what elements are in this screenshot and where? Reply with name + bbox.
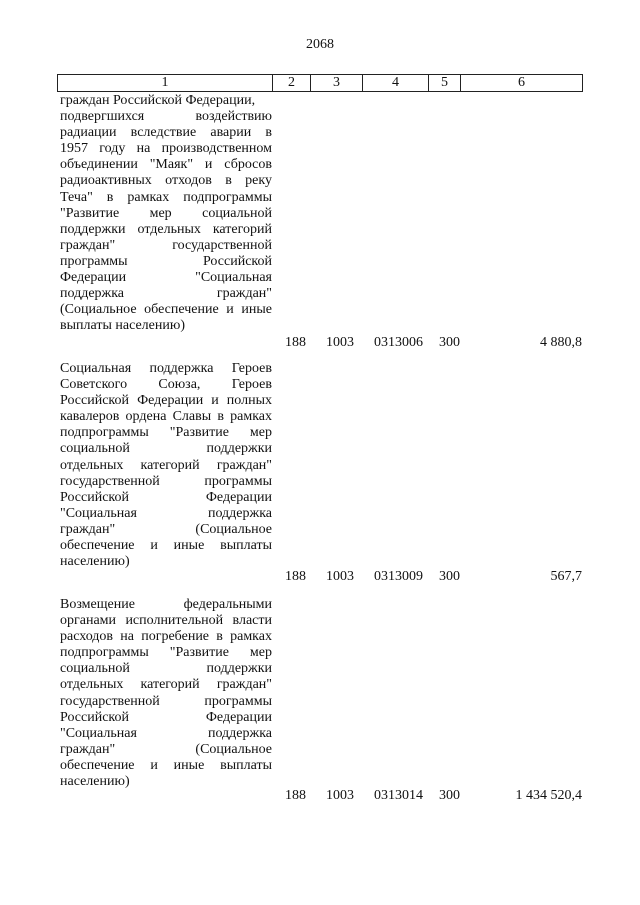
- text-line: социальной поддержки: [60, 441, 272, 457]
- table-header: [57, 74, 583, 92]
- text-line: органами исполнительной власти: [60, 613, 272, 629]
- cell-col-2: 188: [285, 335, 306, 350]
- cell-col-6: 4 880,8: [540, 335, 582, 350]
- text-line: поддержка граждан": [60, 286, 272, 302]
- text-line: граждан" (Социальное: [60, 741, 272, 757]
- cell-col-2: 188: [285, 569, 306, 584]
- text-line: "Социальная поддержка: [60, 725, 272, 741]
- text-line: (Социальное обеспечение и иные: [60, 302, 272, 318]
- text-line: подвергшихся воздействию: [60, 109, 272, 125]
- cell-col-3: 1003: [326, 335, 354, 350]
- header-col-6: 6: [461, 75, 583, 92]
- text-line: государственной программы: [60, 693, 272, 709]
- text-line: граждан Российской Федерации,: [60, 93, 256, 108]
- row-description: [60, 597, 272, 790]
- cell-col-4: 0313009: [374, 569, 423, 584]
- cell-col-6: 567,7: [550, 569, 582, 584]
- row-description: [60, 361, 272, 570]
- cell-col-5: 300: [439, 335, 460, 350]
- text-line: 1957 году на производственном: [60, 141, 272, 157]
- cell-col-3: 1003: [326, 788, 354, 803]
- text-line: отдельных категорий граждан": [60, 677, 272, 693]
- text-line: государственной программы: [60, 473, 272, 489]
- header-col-3: 3: [311, 75, 363, 92]
- text-line: Советского Союза, Героев: [60, 377, 272, 393]
- text-line: обеспечение и иные выплаты: [60, 538, 272, 554]
- text-line: Российской Федерации: [60, 489, 272, 505]
- text-line: выплаты населению): [60, 318, 185, 334]
- text-line: "Социальная поддержка: [60, 505, 272, 521]
- text-line: радиоактивных отходов в реку: [60, 173, 272, 189]
- text-line: Теча" в рамках подпрограммы: [60, 189, 272, 205]
- header-col-1: 1: [58, 75, 273, 92]
- text-line: населению): [60, 554, 130, 570]
- cell-col-4: 0313014: [374, 788, 423, 803]
- text-line: граждан" (Социальное: [60, 521, 272, 537]
- text-line: граждан" государственной: [60, 237, 272, 253]
- text-line: населению): [60, 774, 130, 790]
- header-col-4: 4: [363, 75, 429, 92]
- cell-col-5: 300: [439, 569, 460, 584]
- text-line: поддержки отдельных категорий: [60, 221, 272, 237]
- text-line: объединении "Маяк" и сбросов: [60, 157, 272, 173]
- header-row: [58, 75, 583, 92]
- text-line: кавалеров ордена Славы в рамках: [60, 409, 272, 425]
- text-line: Российской Федерации и полных: [60, 393, 272, 409]
- text-line: подпрограммы "Развитие мер: [60, 425, 272, 441]
- cell-col-2: 188: [285, 788, 306, 803]
- text-line: подпрограммы "Развитие мер: [60, 645, 272, 661]
- header-col-2: 2: [273, 75, 311, 92]
- text-line: Возмещение федеральными: [60, 597, 272, 612]
- text-line: радиации вследствие аварии в: [60, 125, 272, 141]
- cell-col-3: 1003: [326, 569, 354, 584]
- text-line: Российской Федерации: [60, 709, 272, 725]
- text-line: расходов на погребение в рамках: [60, 629, 272, 645]
- text-line: Социальная поддержка Героев: [60, 361, 272, 376]
- text-line: Федерации "Социальная: [60, 270, 272, 286]
- header-col-5: 5: [429, 75, 461, 92]
- page-number: 2068: [306, 37, 334, 52]
- cell-col-5: 300: [439, 788, 460, 803]
- text-line: "Развитие мер социальной: [60, 205, 272, 221]
- cell-col-4: 0313006: [374, 335, 423, 350]
- cell-col-6: 1 434 520,4: [515, 788, 582, 803]
- text-line: программы Российской: [60, 253, 272, 269]
- row-description: [60, 93, 272, 334]
- text-line: социальной поддержки: [60, 661, 272, 677]
- text-line: обеспечение и иные выплаты: [60, 757, 272, 773]
- text-line: отдельных категорий граждан": [60, 457, 272, 473]
